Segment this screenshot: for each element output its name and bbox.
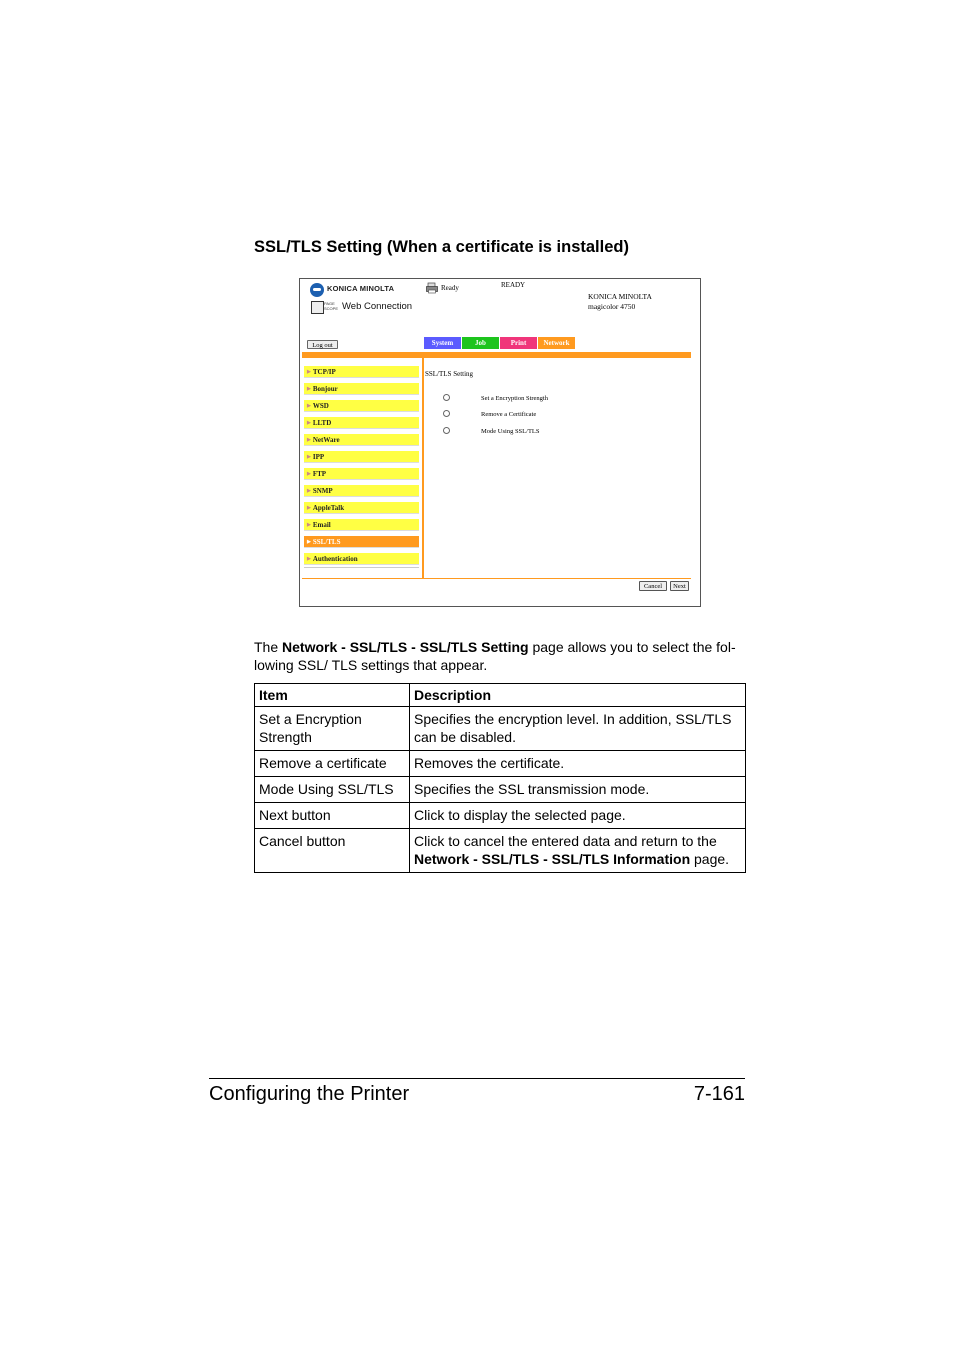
- tab-network[interactable]: Network: [538, 337, 575, 349]
- sidebar-item-label: TCP/IP: [312, 368, 336, 376]
- content-title: SSL/TLS Setting: [425, 370, 474, 378]
- sidebar-item-label: Authentication: [312, 555, 358, 563]
- option-remove-certificate[interactable]: [443, 410, 536, 418]
- description-bold-text: Network - SSL/TLS - SSL/TLS Information: [414, 851, 691, 867]
- intro-text: page allows you to select the fol-lowing SSL/ TLS settings that appear.: [254, 639, 736, 673]
- table-cell-description: Removes the certificate.: [410, 751, 746, 777]
- radio-button[interactable]: [443, 394, 450, 401]
- model-brand: KONICA MINOLTA: [588, 292, 652, 301]
- sidebar-item-authentication[interactable]: [304, 553, 419, 565]
- sidebar-item-netware[interactable]: [304, 434, 419, 446]
- arrow-right-icon: ▶: [307, 455, 311, 460]
- sidebar-item-ssl-tls[interactable]: [304, 536, 419, 548]
- web-connection-label: Web Connection: [342, 301, 413, 312]
- column-header-description: Description: [410, 684, 746, 707]
- table-cell-description: Specifies the SSL transmission mode.: [410, 777, 746, 803]
- status-label: Ready: [441, 284, 459, 292]
- tab-job[interactable]: Job: [462, 337, 499, 349]
- sidebar-item-label: Bonjour: [312, 385, 338, 393]
- arrow-right-icon: ▶: [307, 421, 311, 426]
- table-row: [255, 707, 746, 751]
- table-cell-item: Mode Using SSL/TLS: [255, 777, 410, 803]
- arrow-right-icon: ▶: [307, 472, 311, 477]
- sidebar-item-label: Email: [312, 521, 331, 529]
- settings-table: [254, 683, 746, 873]
- web-connection-screenshot: [299, 278, 701, 607]
- table-row: [255, 829, 746, 873]
- tab-system[interactable]: System: [424, 337, 461, 349]
- arrow-right-icon: ▶: [307, 540, 311, 545]
- sidebar-item-ftp[interactable]: [304, 468, 419, 480]
- table-cell-description: Click to display the selected page.: [410, 803, 746, 829]
- header-bar: [302, 352, 691, 358]
- konica-minolta-logo-icon: [310, 283, 324, 297]
- option-label: Mode Using SSL/TLS: [481, 428, 540, 435]
- sidebar-item-label: NetWare: [312, 436, 340, 444]
- arrow-right-icon: ▶: [307, 438, 311, 443]
- option-mode-ssl-tls[interactable]: [443, 427, 540, 435]
- sidebar-menu: [304, 366, 419, 570]
- table-row: [255, 751, 746, 777]
- description-text: Click to cancel the entered data and return to the: [414, 833, 717, 849]
- column-header-item: Item: [255, 684, 410, 707]
- arrow-right-icon: ▶: [307, 370, 311, 375]
- footer-rule: [302, 578, 691, 579]
- sidebar-item-label: FTP: [312, 470, 327, 478]
- sidebar-divider: [422, 358, 424, 578]
- description-text: page.: [690, 851, 730, 867]
- sidebar-item-snmp[interactable]: [304, 485, 419, 497]
- arrow-right-icon: ▶: [307, 523, 311, 528]
- option-label: Remove a Certificate: [481, 411, 537, 418]
- status-code: READY: [501, 281, 526, 289]
- sidebar-item-label: AppleTalk: [312, 504, 345, 512]
- intro-text: The: [254, 639, 283, 655]
- sidebar-item-label: SSL/TLS: [312, 538, 341, 546]
- intro-bold-text: Network - SSL/TLS - SSL/TLS Setting: [282, 639, 529, 655]
- table-cell-description: Specifies the encryption level. In addition, SSL/TLS can be disabled.: [410, 707, 746, 751]
- sidebar-item-appletalk[interactable]: [304, 502, 419, 514]
- radio-button[interactable]: [443, 427, 450, 434]
- pagescope-logo-icon: [311, 301, 324, 314]
- next-button[interactable]: Next: [670, 581, 689, 591]
- sidebar-item-lltd[interactable]: [304, 417, 419, 429]
- sidebar-item-label: SNMP: [312, 487, 333, 495]
- table-header-row: [255, 684, 746, 707]
- arrow-right-icon: ▶: [307, 489, 311, 494]
- sidebar-item-bonjour[interactable]: [304, 383, 419, 395]
- page-number: 7-161: [693, 1083, 745, 1105]
- option-encryption-strength[interactable]: [443, 394, 548, 402]
- arrow-right-icon: ▶: [307, 404, 311, 409]
- arrow-right-icon: ▶: [307, 506, 311, 511]
- logout-button[interactable]: Log out: [307, 340, 338, 349]
- section-title: SSL/TLS Setting (When a certificate is installed): [254, 238, 629, 256]
- brand-name: KONICA MINOLTA: [327, 284, 395, 293]
- sidebar-end-rule: [304, 567, 419, 568]
- table-cell-item: Cancel button: [255, 829, 410, 873]
- footer-rule: [209, 1078, 745, 1079]
- model-name: magicolor 4750: [588, 302, 636, 311]
- sidebar-item-ipp[interactable]: [304, 451, 419, 463]
- sidebar-item-email[interactable]: [304, 519, 419, 531]
- table-cell-item: Set a Encryption Strength: [255, 707, 410, 751]
- sidebar-item-tcpip[interactable]: [304, 366, 419, 378]
- sidebar-item-label: LLTD: [312, 419, 332, 427]
- arrow-right-icon: ▶: [307, 387, 311, 392]
- arrow-right-icon: ▶: [307, 557, 311, 562]
- table-row: [255, 803, 746, 829]
- pagescope-label: PAGE SCOPE: [324, 301, 339, 311]
- table-cell-description: [410, 829, 746, 873]
- intro-paragraph: [254, 638, 749, 674]
- cancel-button[interactable]: Cancel: [639, 581, 667, 591]
- sidebar-item-label: IPP: [312, 453, 325, 461]
- sidebar-item-wsd[interactable]: [304, 400, 419, 412]
- table-row: [255, 777, 746, 803]
- table-cell-item: Remove a certificate: [255, 751, 410, 777]
- table-cell-item: Next button: [255, 803, 410, 829]
- tab-print[interactable]: Print: [500, 337, 537, 349]
- radio-button[interactable]: [443, 410, 450, 417]
- sidebar-item-label: WSD: [312, 402, 329, 410]
- printer-icon: [426, 282, 438, 294]
- option-label: Set a Encryption Strength: [481, 395, 548, 402]
- footer-chapter-title: Configuring the Printer: [209, 1083, 410, 1105]
